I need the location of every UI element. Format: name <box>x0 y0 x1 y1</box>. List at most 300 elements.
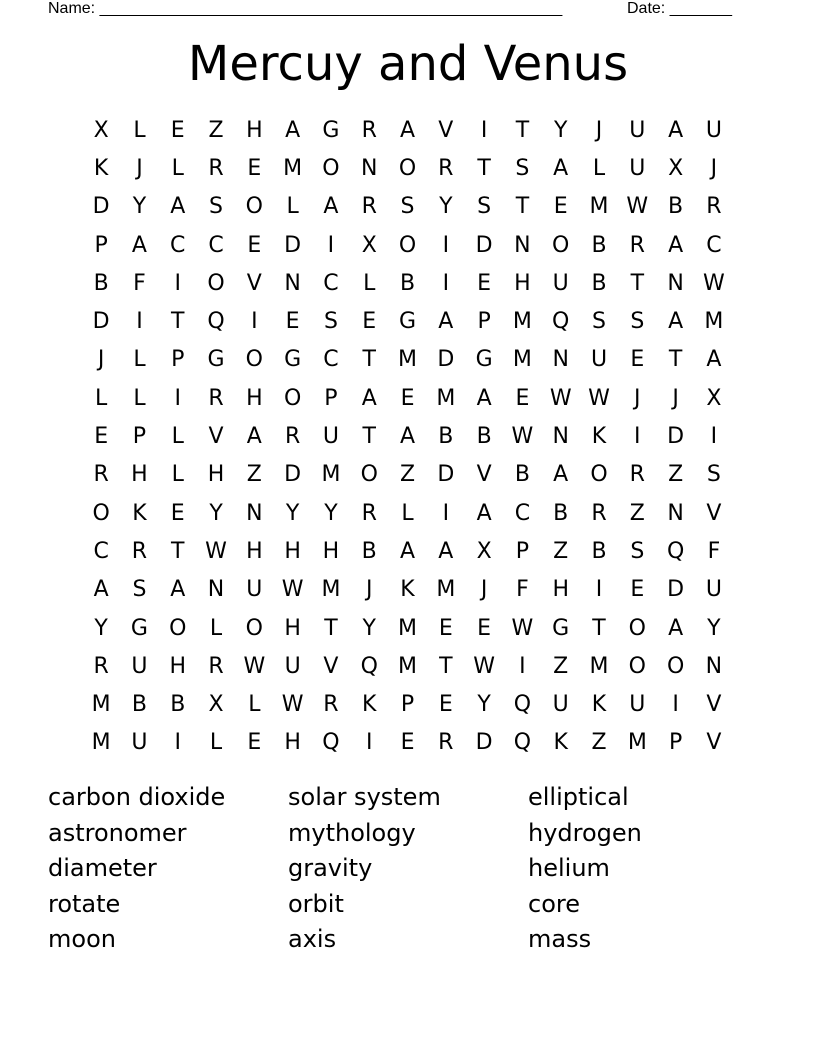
grid-letter: N <box>667 500 684 526</box>
grid-letter: E <box>247 155 262 181</box>
grid-letter: I <box>174 730 181 756</box>
grid-letter: G <box>475 347 493 373</box>
grid-letter: W <box>205 538 227 564</box>
grid-letter: Y <box>477 692 491 718</box>
grid-letter: Z <box>629 500 645 526</box>
grid-letter: U <box>629 692 646 718</box>
grid-letter: N <box>514 232 531 258</box>
grid-letter: H <box>322 538 340 564</box>
grid-letter: N <box>360 155 378 181</box>
grid-letter: B <box>514 462 530 488</box>
grid-letter: M <box>589 194 609 220</box>
grid-letter: Q <box>207 309 225 335</box>
grid-letter: I <box>519 653 526 679</box>
grid-letter: E <box>553 194 568 220</box>
grid-letter: E <box>477 270 492 296</box>
grid-letter: U <box>629 155 646 181</box>
grid-letter: D <box>92 194 110 220</box>
grid-letter: O <box>207 270 225 296</box>
grid-letter: C <box>170 232 186 258</box>
grid-letter: O <box>283 385 302 411</box>
grid-letter: R <box>131 538 148 564</box>
grid-letter: H <box>246 385 263 411</box>
date-field <box>627 0 732 18</box>
grid-letter: Q <box>666 538 685 564</box>
grid-letter: I <box>634 424 641 450</box>
grid-letter: S <box>477 194 492 220</box>
grid-letter: W <box>549 385 572 411</box>
grid-letter: D <box>92 309 110 335</box>
grid-letter: N <box>667 270 684 296</box>
grid-letter: O <box>245 194 263 220</box>
grid-letter: E <box>170 117 185 143</box>
grid-letter: Z <box>553 653 569 679</box>
grid-letter: E <box>400 730 415 756</box>
word-list-item: axis <box>288 925 337 953</box>
grid-letter: G <box>398 309 417 335</box>
grid-letter: R <box>591 500 607 526</box>
grid-letter: R <box>438 730 454 756</box>
grid-letter: F <box>133 270 146 296</box>
grid-letter: X <box>476 538 492 564</box>
grid-letter: U <box>590 347 608 373</box>
grid-letter: P <box>132 424 147 450</box>
grid-letter: P <box>400 692 415 718</box>
grid-letter: Z <box>208 117 224 143</box>
grid-letter: G <box>130 615 148 641</box>
grid-letter: N <box>705 653 723 679</box>
grid-letter: B <box>591 232 607 258</box>
grid-letter: I <box>672 692 679 718</box>
grid-letter: A <box>553 155 569 181</box>
grid-letter: J <box>365 577 373 603</box>
grid-letter: T <box>515 194 530 220</box>
grid-letter: C <box>514 500 531 526</box>
grid-letter: B <box>93 270 109 296</box>
grid-letter: L <box>171 462 184 488</box>
grid-letter: T <box>592 615 606 641</box>
grid-letter: E <box>438 615 453 641</box>
grid-letter: H <box>284 538 301 564</box>
grid-letter: A <box>438 309 454 335</box>
grid-letter: S <box>400 194 415 220</box>
grid-letter: N <box>284 270 301 296</box>
grid-letter: Q <box>322 730 340 756</box>
grid-letter: T <box>477 155 491 181</box>
grid-letter: E <box>170 500 185 526</box>
grid-letter: G <box>207 347 225 373</box>
grid-letter: S <box>132 577 147 603</box>
grid-letter: L <box>133 347 146 373</box>
grid-letter: P <box>324 385 338 411</box>
grid-letter: B <box>170 692 186 718</box>
grid-letter: H <box>131 462 148 488</box>
word-list-item: helium <box>528 854 610 882</box>
grid-letter: X <box>706 385 722 411</box>
grid-letter: C <box>208 232 224 258</box>
word-list-item: moon <box>48 925 116 953</box>
grid-letter: S <box>209 194 224 220</box>
word-list-item: mass <box>528 925 592 953</box>
word-list-item: diameter <box>48 854 157 882</box>
grid-letter: B <box>131 692 147 718</box>
grid-letter: S <box>592 309 606 335</box>
grid-letter: U <box>131 653 148 679</box>
grid-letter: U <box>131 730 148 756</box>
grid-letter: H <box>246 117 263 143</box>
grid-letter: V <box>246 270 262 296</box>
grid-letter: O <box>398 155 417 181</box>
grid-letter: L <box>286 194 299 220</box>
grid-letter: P <box>477 309 491 335</box>
grid-letter: O <box>245 615 263 641</box>
grid-letter: C <box>93 538 109 564</box>
grid-letter: E <box>515 385 530 411</box>
grid-letter: K <box>591 424 607 450</box>
grid-letter: M <box>398 347 418 373</box>
grid-letter: O <box>666 653 685 679</box>
grid-letter: D <box>284 232 302 258</box>
grid-letter: W <box>243 653 266 679</box>
word-list-item: core <box>528 889 580 918</box>
grid-letter: W <box>473 653 495 679</box>
grid-letter: T <box>668 347 683 373</box>
grid-letter: O <box>245 347 263 373</box>
grid-letter: M <box>512 309 532 335</box>
grid-letter: S <box>630 309 645 335</box>
grid-letter: B <box>476 424 492 450</box>
grid-letter: D <box>437 462 455 488</box>
grid-letter: U <box>705 577 722 603</box>
grid-letter: O <box>628 653 646 679</box>
grid-letter: Z <box>591 730 607 756</box>
grid-letter: E <box>94 424 109 450</box>
grid-letter: J <box>710 155 718 181</box>
grid-letter: P <box>171 347 185 373</box>
grid-letter: O <box>552 232 570 258</box>
grid-letter: T <box>630 270 645 296</box>
grid-letter: R <box>438 155 454 181</box>
grid-letter: E <box>630 347 645 373</box>
grid-letter: U <box>322 424 339 450</box>
grid-letter: Y <box>553 117 568 143</box>
grid-letter: A <box>131 232 147 258</box>
grid-letter: L <box>401 500 414 526</box>
grid-letter: A <box>246 424 262 450</box>
word-list-item: mythology <box>288 818 416 847</box>
word-list-item: astronomer <box>48 818 187 847</box>
grid-letter: I <box>480 117 488 143</box>
grid-letter: L <box>248 692 261 718</box>
grid-letter: O <box>322 155 340 181</box>
grid-letter: B <box>668 194 684 220</box>
grid-letter: K <box>553 730 568 756</box>
grid-letter: C <box>323 347 339 373</box>
grid-letter: M <box>91 730 111 756</box>
grid-letter: H <box>207 462 225 488</box>
grid-letter: E <box>477 615 492 641</box>
grid-letter: W <box>626 194 649 220</box>
grid-letter: D <box>437 347 455 373</box>
grid-letter: M <box>589 653 609 679</box>
grid-letter: T <box>171 309 185 335</box>
grid-letter: H <box>552 577 569 603</box>
grid-letter: M <box>398 615 418 641</box>
grid-letter: R <box>629 232 645 258</box>
grid-letter: T <box>171 538 185 564</box>
grid-letter: D <box>667 424 685 450</box>
word-list-item: orbit <box>288 889 344 918</box>
grid-letter: K <box>400 577 415 603</box>
grid-letter: N <box>207 577 225 603</box>
grid-letter: O <box>590 462 608 488</box>
grid-letter: G <box>552 615 570 641</box>
grid-letter: F <box>707 538 721 564</box>
grid-letter: M <box>627 730 647 756</box>
word-list-item: hydrogen <box>528 818 642 847</box>
grid-letter: T <box>324 615 338 641</box>
grid-letter: J <box>136 155 143 181</box>
grid-letter: H <box>284 730 301 756</box>
grid-letter: I <box>710 424 718 450</box>
grid-letter: M <box>704 309 724 335</box>
grid-letter: B <box>361 538 377 564</box>
grid-letter: B <box>438 424 454 450</box>
grid-letter: J <box>672 385 679 411</box>
grid-letter: V <box>706 730 722 756</box>
grid-letter: A <box>476 385 492 411</box>
grid-letter: I <box>442 500 450 526</box>
grid-letter: U <box>629 117 646 143</box>
grid-letter: A <box>93 577 109 603</box>
grid-letter: H <box>284 615 301 641</box>
grid-letter: I <box>595 577 603 603</box>
word-list-item: elliptical <box>528 783 629 811</box>
grid-letter: L <box>171 155 184 181</box>
grid-letter: K <box>362 692 377 718</box>
grid-letter: N <box>246 500 263 526</box>
grid-letter: A <box>285 117 301 143</box>
grid-letter: R <box>361 500 377 526</box>
grid-letter: A <box>399 117 416 143</box>
grid-letter: W <box>703 270 725 296</box>
grid-letter: S <box>630 538 645 564</box>
grid-letter: S <box>323 309 338 335</box>
grid-letter: V <box>476 462 492 488</box>
date-label: Date: _______ <box>627 0 732 17</box>
grid-letter: O <box>169 615 187 641</box>
grid-letter: Y <box>439 194 453 220</box>
grid-letter: L <box>209 730 223 756</box>
grid-letter: N <box>552 424 569 450</box>
grid-letter: Y <box>94 615 108 641</box>
name-field <box>48 0 562 18</box>
grid-letter: Y <box>324 500 338 526</box>
grid-letter: R <box>361 194 377 220</box>
grid-letter: Y <box>209 500 223 526</box>
grid-letter: T <box>515 117 530 143</box>
grid-letter: V <box>323 653 339 679</box>
grid-letter: E <box>247 730 262 756</box>
grid-letter: Y <box>132 194 147 220</box>
grid-letter: G <box>322 117 340 143</box>
grid-letter: R <box>284 424 301 450</box>
grid-letter: Q <box>513 692 532 718</box>
grid-letter: E <box>438 692 453 718</box>
grid-letter: A <box>668 309 684 335</box>
grid-letter: M <box>398 653 418 679</box>
word-list-item: solar system <box>288 783 441 811</box>
grid-letter: L <box>95 385 108 411</box>
grid-letter: Z <box>399 462 416 488</box>
grid-letter: D <box>284 462 302 488</box>
word-list-item: carbon dioxide <box>48 783 226 811</box>
grid-letter: A <box>706 347 722 373</box>
grid-letter: A <box>361 385 377 411</box>
name-label: Name: ____________________________________________________ <box>48 0 563 17</box>
grid-letter: L <box>209 615 223 641</box>
grid-letter: M <box>436 577 456 603</box>
grid-letter: S <box>515 155 530 181</box>
grid-letter: L <box>363 270 376 296</box>
grid-letter: P <box>94 232 108 258</box>
grid-letter: N <box>552 347 569 373</box>
grid-letter: Y <box>362 615 376 641</box>
grid-letter: P <box>668 730 683 756</box>
grid-letter: K <box>132 500 147 526</box>
grid-letter: A <box>553 462 569 488</box>
grid-letter: Q <box>552 309 570 335</box>
grid-letter: R <box>93 653 109 679</box>
grid-letter: Q <box>360 653 378 679</box>
grid-letter: I <box>174 385 181 411</box>
grid-letter: C <box>706 232 722 258</box>
grid-letter: B <box>591 538 607 564</box>
grid-letter: M <box>512 347 532 373</box>
grid-letter: I <box>136 309 143 335</box>
grid-letter: Y <box>285 500 300 526</box>
grid-letter: X <box>208 692 224 718</box>
grid-letter: A <box>170 194 186 220</box>
grid-letter: W <box>511 615 534 641</box>
grid-letter: M <box>436 385 456 411</box>
grid-letter: A <box>668 615 684 641</box>
grid-letter: X <box>361 232 377 258</box>
grid-letter: A <box>399 538 416 564</box>
grid-letter: L <box>592 155 606 181</box>
grid-letter: R <box>323 692 339 718</box>
grid-letter: Z <box>246 462 262 488</box>
grid-letter: R <box>208 653 224 679</box>
grid-letter: X <box>93 117 109 143</box>
grid-letter: M <box>321 577 341 603</box>
grid-letter: J <box>595 117 603 143</box>
grid-letter: E <box>630 577 645 603</box>
grid-letter: X <box>668 155 684 181</box>
grid-letter: H <box>246 538 263 564</box>
grid-letter: K <box>93 155 109 181</box>
grid-letter: H <box>514 270 531 296</box>
grid-letter: U <box>552 692 569 718</box>
grid-letter: M <box>91 692 111 718</box>
grid-letter: T <box>362 347 376 373</box>
grid-letter: R <box>208 385 224 411</box>
grid-letter: I <box>365 730 373 756</box>
grid-letter: R <box>208 155 224 181</box>
grid-letter: I <box>442 232 450 258</box>
grid-letter: V <box>208 424 224 450</box>
grid-letter: A <box>476 500 492 526</box>
grid-letter: W <box>588 385 610 411</box>
grid-letter: G <box>284 347 302 373</box>
grid-letter: I <box>174 270 181 296</box>
grid-letter: T <box>439 653 453 679</box>
grid-letter: Z <box>553 538 569 564</box>
grid-letter: I <box>442 270 450 296</box>
grid-letter: J <box>480 577 488 603</box>
grid-letter: E <box>362 309 377 335</box>
grid-letter: A <box>170 577 186 603</box>
grid-letter: E <box>247 232 262 258</box>
grid-letter: A <box>399 424 416 450</box>
grid-letter: T <box>362 424 376 450</box>
grid-letter: O <box>92 500 110 526</box>
letter-grid <box>82 111 733 762</box>
grid-letter: O <box>360 462 378 488</box>
grid-letter: R <box>629 462 645 488</box>
grid-letter: H <box>169 653 187 679</box>
grid-letter: Y <box>707 615 721 641</box>
grid-letter: M <box>321 462 341 488</box>
grid-letter: U <box>246 577 263 603</box>
grid-letter: F <box>516 577 529 603</box>
grid-letter: V <box>438 117 454 143</box>
grid-letter: R <box>93 462 109 488</box>
grid-letter: B <box>399 270 416 296</box>
grid-letter: A <box>323 194 339 220</box>
grid-letter: M <box>283 155 303 181</box>
grid-letter: W <box>281 692 304 718</box>
grid-letter: W <box>281 577 304 603</box>
grid-letter: A <box>668 117 684 143</box>
word-list-item: rotate <box>48 889 121 918</box>
grid-letter: R <box>361 117 377 143</box>
grid-letter: E <box>285 309 300 335</box>
grid-letter: J <box>97 347 105 373</box>
grid-letter: U <box>284 653 301 679</box>
page-title: Mercuy and Venus <box>187 36 629 92</box>
grid-letter: O <box>628 615 646 641</box>
grid-letter: J <box>634 385 641 411</box>
word-list-item: gravity <box>288 854 373 882</box>
grid-letter: V <box>706 500 722 526</box>
grid-letter: O <box>398 232 417 258</box>
grid-letter: D <box>475 730 493 756</box>
grid-letter: Z <box>668 462 684 488</box>
grid-letter: A <box>668 232 684 258</box>
grid-letter: L <box>133 385 146 411</box>
grid-letter: V <box>706 692 722 718</box>
grid-letter: A <box>438 538 454 564</box>
grid-letter: R <box>706 194 722 220</box>
grid-letter: L <box>133 117 146 143</box>
grid-letter: U <box>552 270 569 296</box>
grid-letter: D <box>475 232 493 258</box>
grid-letter: D <box>667 577 685 603</box>
grid-letter: K <box>591 692 607 718</box>
grid-letter: Q <box>513 730 532 756</box>
grid-letter: I <box>327 232 335 258</box>
